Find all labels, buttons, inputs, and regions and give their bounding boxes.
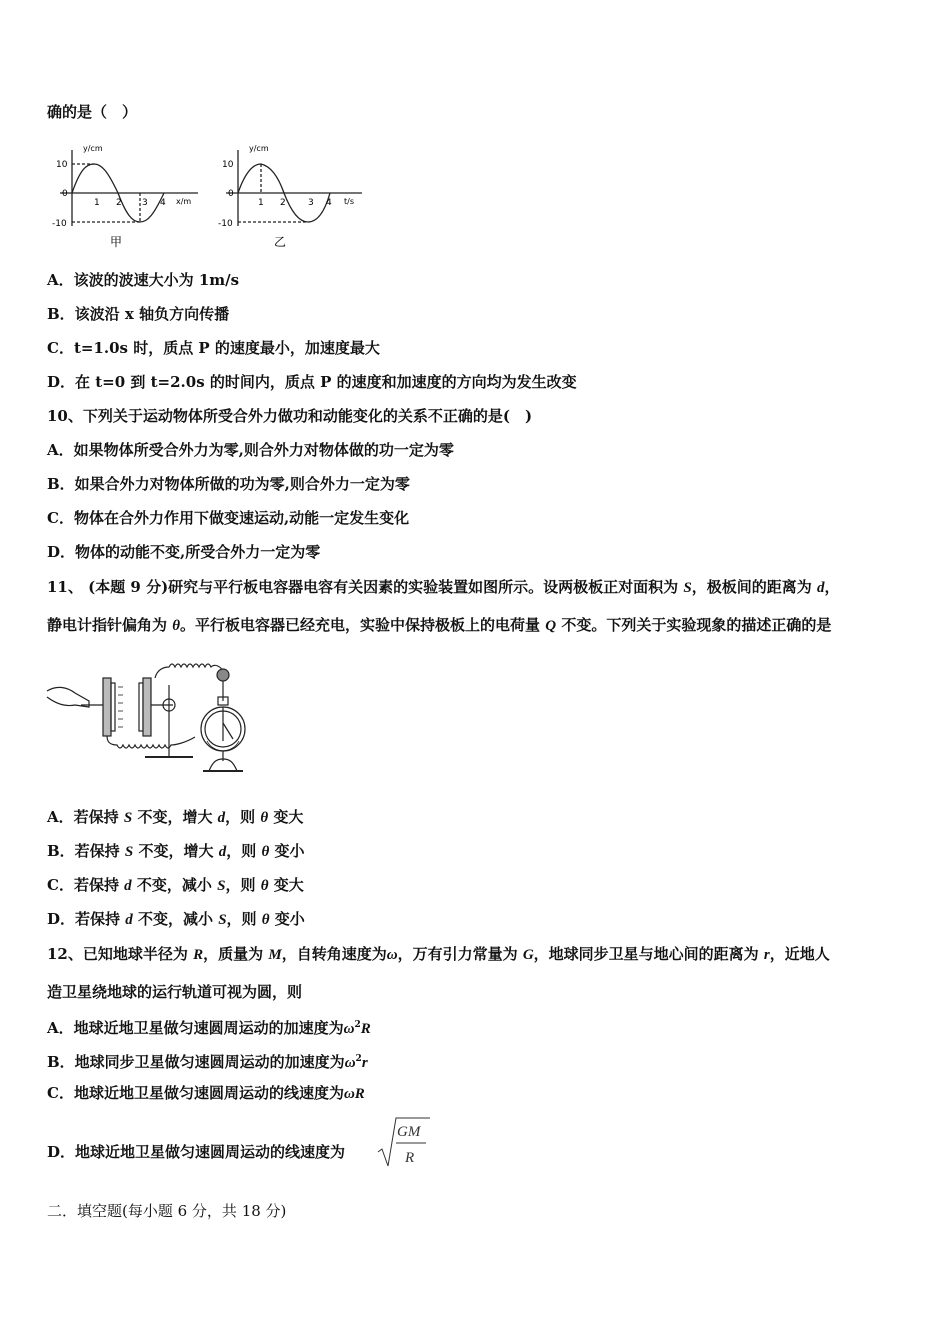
yi-caption: 乙: [274, 235, 287, 249]
q11-stem-line2: 静电计指针偏角为 θ。平行板电容器已经充电，实验中保持极板上的电荷量 Q 不变。下列关于实验现象的描述正确的是: [47, 616, 832, 634]
q12-option-a: A．地球近地卫星做匀速圆周运动的加速度为$\omega^2R$: [47, 1019, 371, 1037]
q9-option-a: A．该波的波速大小为 1m/s: [47, 271, 240, 289]
yi-x-unit: t/s: [344, 197, 354, 206]
section-fill-in-blank-heading: 二．填空题(每小题 6 分，共 18 分): [47, 1202, 287, 1220]
yi-x-tick-1: 1: [258, 198, 264, 208]
q10-option-a: A．如果物体所受合外力为零,则合外力对物体做的功一定为零: [47, 441, 454, 459]
yi-y-unit: y/cm: [249, 144, 269, 153]
q11-option-d: D．若保持 d 不变，减小 S，则 θ 变小: [47, 910, 305, 928]
yi-x-tick-3: 3: [308, 198, 314, 208]
vibration-graph-yi: [216, 142, 376, 250]
yi-x-tick-2: 2: [280, 198, 286, 208]
wave-graph-jia: [50, 142, 210, 250]
yi-y-tick-neg10: -10: [218, 219, 233, 229]
q9-stem-tail: 确的是（ ）: [47, 103, 138, 121]
formula-numerator: GM: [397, 1124, 421, 1140]
q12-stem-line1: 12、已知地球半径为 R，质量为 M，自转角速度为ω，万有引力常量为 G，地球同步卫星与地心间的距离为 r，近地人: [47, 945, 830, 963]
q10-option-d: D．物体的动能不变,所受合外力一定为零: [47, 543, 321, 561]
jia-x-unit: x/m: [176, 197, 192, 206]
jia-y-unit: y/cm: [83, 144, 103, 153]
q9-option-d: D．在 t=0 到 t=2.0s 的时间内，质点 P 的速度和加速度的方向均为发生改变: [47, 373, 577, 391]
q9-option-b: B．该波沿 x 轴负方向传播: [47, 305, 230, 323]
yi-x-tick-4: 4: [326, 198, 332, 208]
jia-y-tick-neg10: -10: [52, 219, 67, 229]
jia-caption: 甲: [110, 235, 123, 249]
q9-option-c: C．t=1.0s 时，质点 P 的速度最小，加速度最大: [47, 339, 380, 357]
q11-stem-line1: 11、 (本题 9 分)研究与平行板电容器电容有关因素的实验装置如图所示。设两极板正对面积为 S，极板间的距离为 d，: [47, 578, 840, 596]
yi-y-tick-10: 10: [222, 160, 234, 170]
hand-icon: [47, 687, 89, 707]
q11-option-c: C．若保持 d 不变，减小 S，则 θ 变大: [47, 876, 304, 894]
capacitor-electroscope-apparatus: [45, 645, 260, 780]
q11-option-a: A．若保持 S 不变，增大 d，则 θ 变大: [47, 808, 304, 826]
q12-option-d: D．地球近地卫星做匀速圆周运动的线速度为: [47, 1143, 346, 1161]
jia-y-tick-10: 10: [56, 160, 68, 170]
jia-y-tick-0: 0: [62, 189, 68, 199]
yi-y-tick-0: 0: [228, 189, 234, 199]
q12-stem-line2: 造卫星绕地球的运行轨道可视为圆，则: [47, 983, 303, 1001]
q11-option-b: B．若保持 S 不变，增大 d，则 θ 变小: [47, 842, 305, 860]
q12-option-b: B．地球同步卫星做匀速圆周运动的加速度为$\omega^2r$: [47, 1053, 368, 1071]
jia-x-tick-3: 3: [142, 198, 148, 208]
q10-option-c: C．物体在合外力作用下做变速运动,动能一定发生变化: [47, 509, 410, 527]
q10-stem: 10、下列关于运动物体所受合外力做功和动能变化的关系不正确的是( ): [47, 407, 533, 425]
jia-x-tick-1: 1: [94, 198, 100, 208]
q10-option-b: B．如果合外力对物体所做的功为零,则合外力一定为零: [47, 475, 410, 493]
jia-x-tick-4: 4: [160, 198, 166, 208]
sqrt-gm-over-r-formula: [376, 1116, 432, 1172]
q12-option-c: C．地球近地卫星做匀速圆周运动的线速度为ωR: [47, 1084, 365, 1102]
formula-denominator: R: [405, 1150, 415, 1166]
jia-x-tick-2: 2: [116, 198, 122, 208]
